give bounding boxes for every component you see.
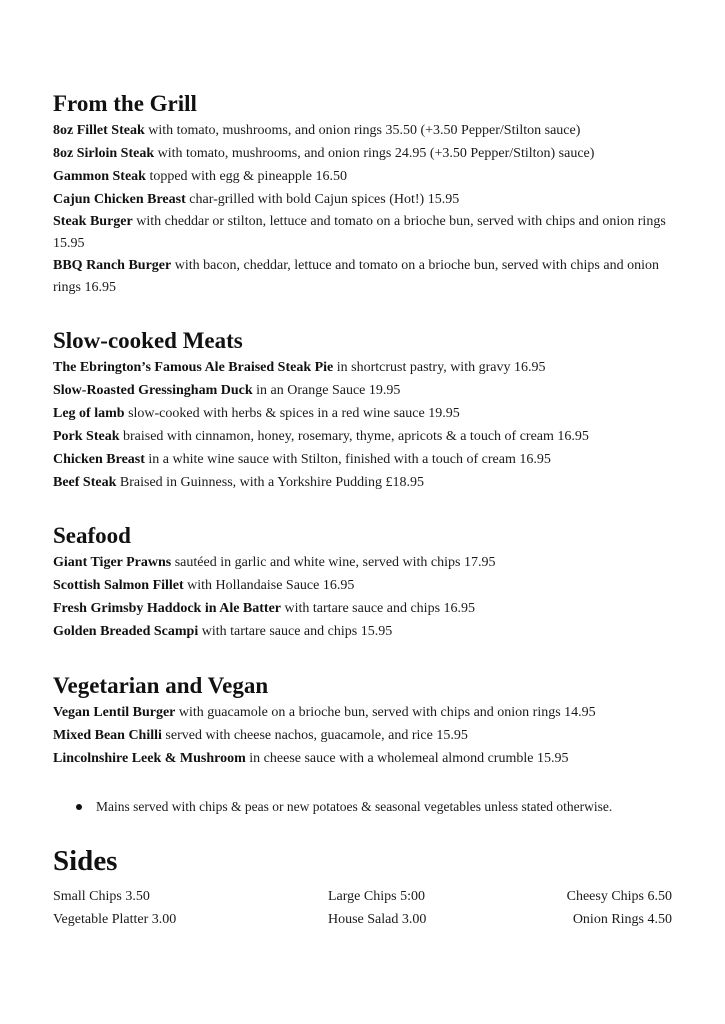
menu-item <box>53 747 685 770</box>
item-name: 8oz Sirloin Steak <box>53 146 155 161</box>
mains-note <box>76 797 612 817</box>
side-item: Large Chips 5:00 <box>328 889 425 904</box>
menu-item <box>53 597 685 620</box>
item-desc: in shortcrust pastry, with gravy 16.95 <box>333 360 546 375</box>
section-title: Slow-cooked Meats <box>53 328 243 353</box>
item-name: Chicken Breast <box>53 452 145 467</box>
item-desc: in an Orange Sauce 19.95 <box>252 383 401 398</box>
menu-item <box>53 119 685 142</box>
menu-item <box>53 724 685 747</box>
item-desc: in a white wine sauce with Stilton, finished with a touch of cream 16.95 <box>144 452 551 467</box>
item-name: Giant Tiger Prawns <box>53 555 172 570</box>
note-text: Mains served with chips & peas or new potatoes & seasonal vegetables unless stated otherwise. <box>96 799 613 814</box>
section-seafood <box>53 521 685 643</box>
item-desc: with Hollandaise Sauce 16.95 <box>183 578 355 593</box>
side-item: Onion Rings 4.50 <box>572 912 672 927</box>
item-desc: topped with egg & pineapple 16.50 <box>145 169 347 184</box>
item-name: Cajun Chicken Breast <box>53 192 186 207</box>
side-item: Cheesy Chips 6.50 <box>566 889 672 904</box>
item-desc: Braised in Guinness, with a Yorkshire Pudding £18.95 <box>116 475 425 490</box>
side-item: Small Chips 3.50 <box>53 889 150 904</box>
menu-item <box>53 255 685 299</box>
menu-item <box>53 701 685 724</box>
section-title: Vegetarian and Vegan <box>53 673 269 698</box>
menu-item <box>53 356 685 379</box>
item-desc: with bacon, cheddar, lettuce and tomato on a brioche bun, served with chips and onion rings 16.95 <box>53 258 659 295</box>
item-name: The Ebrington’s Famous Ale Braised Steak Pie <box>53 360 334 375</box>
item-name: Steak Burger <box>53 214 133 229</box>
item-desc: with guacamole on a brioche bun, served with chips and onion rings 14.95 <box>175 705 596 720</box>
item-desc: with tomato, mushrooms, and onion rings 24.95 (+3.50 Pepper/Stilton) sauce) <box>154 146 595 161</box>
item-desc: sautéed in garlic and white wine, served with chips 17.95 <box>171 555 496 570</box>
section-sides <box>53 843 672 931</box>
section-title: Sides <box>53 845 118 877</box>
item-name: BBQ Ranch Burger <box>53 258 172 273</box>
menu-item <box>53 165 685 188</box>
side-item: Vegetable Platter 3.00 <box>53 912 177 927</box>
menu-item <box>53 402 685 425</box>
item-name: Fresh Grimsby Haddock in Ale Batter <box>53 601 282 616</box>
menu-item <box>53 551 685 574</box>
menu-item <box>53 471 685 494</box>
side-item: House Salad 3.00 <box>328 912 427 927</box>
item-name: Scottish Salmon Fillet <box>53 578 184 593</box>
item-name: Mixed Bean Chilli <box>53 728 162 743</box>
menu-item <box>53 425 685 448</box>
bullet-icon <box>76 804 82 810</box>
section-title: From the Grill <box>53 91 197 116</box>
menu-item <box>53 448 685 471</box>
item-name: Lincolnshire Leek & Mushroom <box>53 751 246 766</box>
item-name: 8oz Fillet Steak <box>53 123 145 138</box>
item-desc: with tartare sauce and chips 16.95 <box>281 601 476 616</box>
item-desc: served with cheese nachos, guacamole, and rice 15.95 <box>161 728 468 743</box>
item-desc: with tomato, mushrooms, and onion rings 35.50 (+3.50 Pepper/Stilton sauce) <box>144 123 581 138</box>
menu-item <box>53 620 685 643</box>
sides-grid <box>53 885 672 931</box>
item-desc: slow-cooked with herbs & spices in a red wine sauce 19.95 <box>124 406 460 421</box>
menu-item <box>53 188 685 211</box>
menu-item <box>53 211 685 255</box>
item-name: Slow-Roasted Gressingham Duck <box>53 383 253 398</box>
section-vegetarian-vegan <box>53 671 685 770</box>
section-title: Seafood <box>53 523 131 548</box>
menu-item <box>53 142 685 165</box>
section-from-the-grill <box>53 89 685 299</box>
item-desc: braised with cinnamon, honey, rosemary, thyme, apricots & a touch of cream 16.95 <box>119 429 589 444</box>
item-desc: in cheese sauce with a wholemeal almond crumble 15.95 <box>245 751 569 766</box>
item-name: Pork Steak <box>53 429 120 444</box>
item-desc: char-grilled with bold Cajun spices (Hot!) 15.95 <box>185 192 460 207</box>
item-desc: with tartare sauce and chips 15.95 <box>198 624 393 639</box>
item-name: Leg of lamb <box>53 406 125 421</box>
menu-item <box>53 574 685 597</box>
item-name: Beef Steak <box>53 475 117 490</box>
item-desc: with cheddar or stilton, lettuce and tomato on a brioche bun, served with chips and onion rings 15.95 <box>53 214 666 251</box>
item-name: Gammon Steak <box>53 169 146 184</box>
menu-item <box>53 379 685 402</box>
item-name: Golden Breaded Scampi <box>53 624 199 639</box>
section-slow-cooked-meats <box>53 326 685 494</box>
item-name: Vegan Lentil Burger <box>53 705 176 720</box>
